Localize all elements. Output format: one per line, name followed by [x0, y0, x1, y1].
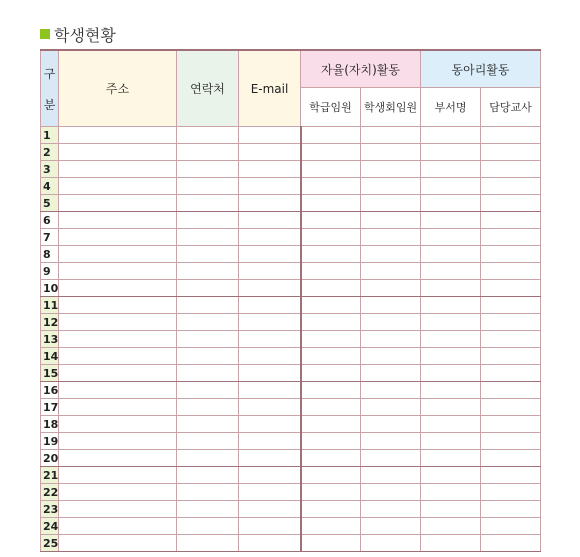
- table-cell[interactable]: [481, 314, 541, 331]
- table-cell[interactable]: [421, 127, 481, 144]
- table-cell[interactable]: [301, 161, 361, 178]
- table-cell[interactable]: [361, 450, 421, 467]
- table-cell[interactable]: [361, 382, 421, 399]
- table-cell[interactable]: [301, 144, 361, 161]
- table-cell[interactable]: [421, 416, 481, 433]
- table-cell[interactable]: [239, 433, 301, 450]
- table-cell[interactable]: [481, 178, 541, 195]
- table-cell[interactable]: [481, 280, 541, 297]
- table-cell[interactable]: [59, 178, 177, 195]
- table-cell[interactable]: [421, 484, 481, 501]
- table-cell[interactable]: [481, 229, 541, 246]
- table-cell[interactable]: [59, 484, 177, 501]
- table-cell[interactable]: [361, 433, 421, 450]
- table-cell[interactable]: [239, 161, 301, 178]
- table-row: [41, 450, 541, 467]
- table-cell[interactable]: [301, 331, 361, 348]
- header-student-council: 학생회임원: [361, 88, 421, 127]
- table-cell[interactable]: [177, 212, 239, 229]
- table-cell[interactable]: [301, 467, 361, 484]
- table-cell[interactable]: [421, 331, 481, 348]
- table-cell[interactable]: [177, 178, 239, 195]
- table-cell[interactable]: [481, 365, 541, 382]
- table-cell[interactable]: [361, 127, 421, 144]
- table-cell[interactable]: [421, 433, 481, 450]
- table-cell[interactable]: [59, 161, 177, 178]
- table-cell[interactable]: [301, 535, 361, 552]
- table-cell[interactable]: [301, 501, 361, 518]
- table-body: [41, 127, 541, 552]
- table-cell[interactable]: [481, 535, 541, 552]
- table-cell[interactable]: [301, 127, 361, 144]
- row-number: 14: [41, 348, 59, 365]
- table-cell[interactable]: [239, 297, 301, 314]
- page-title: [40, 22, 116, 46]
- header-gubun: [41, 50, 59, 127]
- table-cell[interactable]: [301, 195, 361, 212]
- table-cell[interactable]: [239, 144, 301, 161]
- table-row: [41, 195, 541, 212]
- table-cell[interactable]: [421, 178, 481, 195]
- table-cell[interactable]: [361, 246, 421, 263]
- table-cell[interactable]: [421, 195, 481, 212]
- table-cell[interactable]: [361, 467, 421, 484]
- table-cell[interactable]: [239, 331, 301, 348]
- table-cell[interactable]: [59, 331, 177, 348]
- table-cell[interactable]: [177, 484, 239, 501]
- table-row: [41, 161, 541, 178]
- header-gubun-top: 구: [43, 66, 56, 81]
- table-cell[interactable]: [177, 161, 239, 178]
- table-cell[interactable]: [59, 365, 177, 382]
- table-row: [41, 518, 541, 535]
- table-cell[interactable]: [59, 195, 177, 212]
- table-cell[interactable]: [239, 127, 301, 144]
- table-cell[interactable]: [421, 518, 481, 535]
- table-row: [41, 467, 541, 484]
- row-number: 4: [41, 178, 59, 195]
- student-status-table: [40, 49, 541, 552]
- table-cell[interactable]: [361, 365, 421, 382]
- table-cell[interactable]: [239, 416, 301, 433]
- table-cell[interactable]: [177, 467, 239, 484]
- header-contact: 연락처: [177, 50, 239, 127]
- table-cell[interactable]: [59, 535, 177, 552]
- table-cell[interactable]: [421, 501, 481, 518]
- table-cell[interactable]: [361, 535, 421, 552]
- table-cell[interactable]: [239, 365, 301, 382]
- table-cell[interactable]: [481, 467, 541, 484]
- header-gubun-bottom: 분: [43, 97, 56, 112]
- row-number: 5: [41, 195, 59, 212]
- table-cell[interactable]: [59, 246, 177, 263]
- table-cell[interactable]: [301, 314, 361, 331]
- table-cell[interactable]: [301, 229, 361, 246]
- table-row: [41, 229, 541, 246]
- table-cell[interactable]: [239, 501, 301, 518]
- row-number: 13: [41, 331, 59, 348]
- header-club-activity: 동아리활동: [421, 50, 541, 88]
- table-cell[interactable]: [239, 314, 301, 331]
- table-cell[interactable]: [421, 348, 481, 365]
- table-cell[interactable]: [481, 144, 541, 161]
- table-cell[interactable]: [301, 416, 361, 433]
- table-cell[interactable]: [59, 518, 177, 535]
- table-cell[interactable]: [301, 450, 361, 467]
- table-cell[interactable]: [177, 348, 239, 365]
- row-number: 23: [41, 501, 59, 518]
- row-number: 22: [41, 484, 59, 501]
- table-cell[interactable]: [239, 382, 301, 399]
- header-autonomous-activity: 자율(자치)활동: [301, 50, 421, 88]
- table-cell[interactable]: [421, 144, 481, 161]
- table-cell[interactable]: [361, 348, 421, 365]
- table-cell[interactable]: [481, 212, 541, 229]
- table-cell[interactable]: [59, 348, 177, 365]
- table-row: [41, 535, 541, 552]
- table-row: [41, 348, 541, 365]
- table-cell[interactable]: [301, 399, 361, 416]
- table-cell[interactable]: [481, 246, 541, 263]
- table-cell[interactable]: [361, 518, 421, 535]
- table-row: [41, 382, 541, 399]
- table-row: [41, 399, 541, 416]
- row-number: 25: [41, 535, 59, 552]
- table-cell[interactable]: [361, 297, 421, 314]
- row-number: 18: [41, 416, 59, 433]
- table-cell[interactable]: [239, 348, 301, 365]
- header-club-name: 부서명: [421, 88, 481, 127]
- table-cell[interactable]: [239, 399, 301, 416]
- table-cell[interactable]: [361, 195, 421, 212]
- row-number: 12: [41, 314, 59, 331]
- table-cell[interactable]: [301, 365, 361, 382]
- table-cell[interactable]: [421, 280, 481, 297]
- table-row: [41, 314, 541, 331]
- table-cell[interactable]: [421, 314, 481, 331]
- table-cell[interactable]: [301, 297, 361, 314]
- table-cell[interactable]: [177, 297, 239, 314]
- table-cell[interactable]: [481, 331, 541, 348]
- row-number: 3: [41, 161, 59, 178]
- table-cell[interactable]: [421, 263, 481, 280]
- table-cell[interactable]: [301, 433, 361, 450]
- table-cell[interactable]: [239, 518, 301, 535]
- table-cell[interactable]: [177, 331, 239, 348]
- table-cell[interactable]: [421, 467, 481, 484]
- table-cell[interactable]: [481, 399, 541, 416]
- table-cell[interactable]: [239, 195, 301, 212]
- table-cell[interactable]: [239, 229, 301, 246]
- table-cell[interactable]: [481, 263, 541, 280]
- row-number: 15: [41, 365, 59, 382]
- table-row: [41, 246, 541, 263]
- table-cell[interactable]: [301, 263, 361, 280]
- table-cell[interactable]: [177, 382, 239, 399]
- table-cell[interactable]: [361, 501, 421, 518]
- table-cell[interactable]: [239, 484, 301, 501]
- table-cell[interactable]: [177, 246, 239, 263]
- table-cell[interactable]: [421, 229, 481, 246]
- table-cell[interactable]: [59, 450, 177, 467]
- table-row: [41, 416, 541, 433]
- row-number: 16: [41, 382, 59, 399]
- table-cell[interactable]: [177, 416, 239, 433]
- table-row: [41, 127, 541, 144]
- table-row: [41, 263, 541, 280]
- row-number: 9: [41, 263, 59, 280]
- row-number: 24: [41, 518, 59, 535]
- table-cell[interactable]: [59, 144, 177, 161]
- table-cell[interactable]: [239, 212, 301, 229]
- table-cell[interactable]: [59, 399, 177, 416]
- table-cell[interactable]: [361, 280, 421, 297]
- table-cell[interactable]: [361, 212, 421, 229]
- table-cell[interactable]: [177, 195, 239, 212]
- row-number: 17: [41, 399, 59, 416]
- table-cell[interactable]: [361, 229, 421, 246]
- row-number: 7: [41, 229, 59, 246]
- table-cell[interactable]: [59, 280, 177, 297]
- row-number: 1: [41, 127, 59, 144]
- table-cell[interactable]: [59, 501, 177, 518]
- table-cell[interactable]: [177, 501, 239, 518]
- table-cell[interactable]: [361, 161, 421, 178]
- table-cell[interactable]: [301, 178, 361, 195]
- table-cell[interactable]: [239, 467, 301, 484]
- row-number: 2: [41, 144, 59, 161]
- table-cell[interactable]: [301, 348, 361, 365]
- table-cell[interactable]: [239, 280, 301, 297]
- table-cell[interactable]: [177, 433, 239, 450]
- table-cell[interactable]: [177, 399, 239, 416]
- table-row: [41, 212, 541, 229]
- table-cell[interactable]: [59, 212, 177, 229]
- table-cell[interactable]: [301, 382, 361, 399]
- table-cell[interactable]: [59, 467, 177, 484]
- table-cell[interactable]: [177, 127, 239, 144]
- table-cell[interactable]: [421, 450, 481, 467]
- table-cell[interactable]: [421, 246, 481, 263]
- table-row: [41, 280, 541, 297]
- header-class-officer: 학급임원: [301, 88, 361, 127]
- table-cell[interactable]: [481, 127, 541, 144]
- row-number: 10: [41, 280, 59, 297]
- row-number: 6: [41, 212, 59, 229]
- table-cell[interactable]: [239, 178, 301, 195]
- table-cell[interactable]: [59, 229, 177, 246]
- title-bullet-icon: [40, 29, 50, 39]
- table-cell[interactable]: [361, 263, 421, 280]
- table-cell[interactable]: [239, 263, 301, 280]
- table-cell[interactable]: [481, 297, 541, 314]
- table-cell[interactable]: [239, 246, 301, 263]
- table-cell[interactable]: [301, 280, 361, 297]
- table-cell[interactable]: [177, 450, 239, 467]
- row-number: 21: [41, 467, 59, 484]
- table-cell[interactable]: [301, 246, 361, 263]
- table-cell[interactable]: [177, 229, 239, 246]
- row-number: 20: [41, 450, 59, 467]
- table-row: [41, 501, 541, 518]
- table-cell[interactable]: [361, 178, 421, 195]
- page-title-text: 학생현황: [54, 25, 116, 45]
- table-cell[interactable]: [59, 416, 177, 433]
- table-row: [41, 484, 541, 501]
- table-cell[interactable]: [59, 127, 177, 144]
- table-cell[interactable]: [361, 144, 421, 161]
- table-cell[interactable]: [421, 382, 481, 399]
- table-cell[interactable]: [481, 484, 541, 501]
- table-cell[interactable]: [59, 314, 177, 331]
- header-teacher: 담당교사: [481, 88, 541, 127]
- table-cell[interactable]: [301, 518, 361, 535]
- table-cell[interactable]: [59, 433, 177, 450]
- table-cell[interactable]: [481, 450, 541, 467]
- table-row: [41, 365, 541, 382]
- table-cell[interactable]: [239, 535, 301, 552]
- table-row: [41, 178, 541, 195]
- header-address: 주소: [59, 50, 177, 127]
- header-email: E-mail: [239, 50, 301, 127]
- row-number: 8: [41, 246, 59, 263]
- table-row: [41, 297, 541, 314]
- table-cell[interactable]: [421, 535, 481, 552]
- table-cell[interactable]: [481, 161, 541, 178]
- table-cell[interactable]: [59, 297, 177, 314]
- table-cell[interactable]: [421, 297, 481, 314]
- table-cell[interactable]: [421, 161, 481, 178]
- table-cell[interactable]: [301, 484, 361, 501]
- table-cell[interactable]: [481, 195, 541, 212]
- table-cell[interactable]: [177, 535, 239, 552]
- table-cell[interactable]: [177, 263, 239, 280]
- table-cell[interactable]: [59, 263, 177, 280]
- table-cell[interactable]: [361, 314, 421, 331]
- table-cell[interactable]: [177, 518, 239, 535]
- table-cell[interactable]: [481, 501, 541, 518]
- table-row: [41, 331, 541, 348]
- table-cell[interactable]: [177, 280, 239, 297]
- table-cell[interactable]: [361, 331, 421, 348]
- row-number: 19: [41, 433, 59, 450]
- table-cell[interactable]: [481, 382, 541, 399]
- table-row: [41, 144, 541, 161]
- table-cell[interactable]: [481, 416, 541, 433]
- table-cell[interactable]: [361, 416, 421, 433]
- table-cell[interactable]: [239, 450, 301, 467]
- table-cell[interactable]: [361, 399, 421, 416]
- table-cell[interactable]: [481, 348, 541, 365]
- table-cell[interactable]: [481, 518, 541, 535]
- table-cell[interactable]: [177, 314, 239, 331]
- table-cell[interactable]: [481, 433, 541, 450]
- row-number: 11: [41, 297, 59, 314]
- table-cell[interactable]: [59, 382, 177, 399]
- table-cell[interactable]: [421, 212, 481, 229]
- table-cell[interactable]: [421, 399, 481, 416]
- table-cell[interactable]: [421, 365, 481, 382]
- table-cell[interactable]: [177, 144, 239, 161]
- table-cell[interactable]: [301, 212, 361, 229]
- table-row: [41, 433, 541, 450]
- table-cell[interactable]: [361, 484, 421, 501]
- table-cell[interactable]: [177, 365, 239, 382]
